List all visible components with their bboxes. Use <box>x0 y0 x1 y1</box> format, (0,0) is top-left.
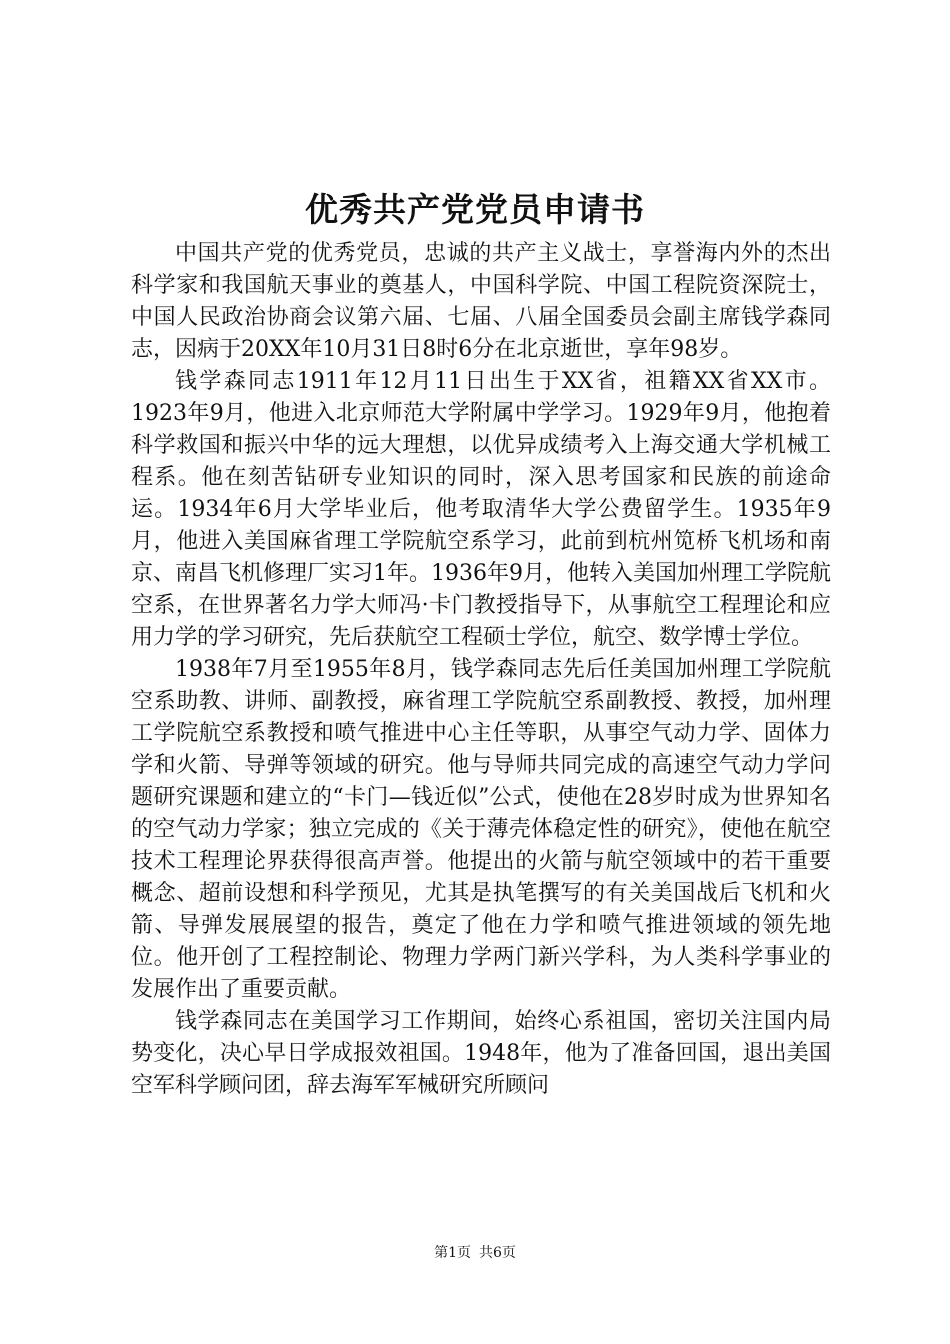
paragraph-4: 钱学森同志在美国学习工作期间，始终心系祖国，密切关注国内局势变化，决心早日学成报效祖国。1948年，他为了准备回国，退出美国空军科学顾问团，辞去海军军械研究所顾问 <box>131 1009 831 1098</box>
document-title: 优秀共产党党员申请书 <box>305 190 645 229</box>
document-body <box>131 238 831 1102</box>
page-number: 第1页 <box>434 1245 471 1261</box>
page-total: 共6页 <box>479 1245 516 1261</box>
paragraph-1: 中国共产党的优秀党员，忠诚的共产主义战士，享誉海内外的杰出科学家和我国航天事业的奠基人，中国科学院、中国工程院资深院士，中国人民政治协商会议第六届、七届、八届全国委员会副主席钱学森同志，因病于20XX年10月31日8时6分在北京逝世，享年98岁。 <box>131 241 831 362</box>
page-footer <box>0 1243 950 1263</box>
paragraph-3: 1938年7月至1955年8月，钱学森同志先后任美国加州理工学院航空系助教、讲师、副教授，麻省理工学院航空系副教授、教授，加州理工学院航空系教授和喷气推进中心主任等职，从事空气动力学、固体力学和火箭、导弹等领域的研究。他与导师共同完成的高速空气动力学问题研究课题和建立的“卡门—钱近似”公式，使他在28岁时成为世界知名的空气动力学家；独立完成的《关于薄壳体稳定性的研究》，使他在航空技术工程理论界获得很高声誉。他提出的火箭与航空领域中的若干重要概念、超前设想和科学预见，尤其是执笔撰写的有关美国战后飞机和火箭、导弹发展展望的报告，奠定了他在力学和喷气推进领域的领先地位。他开创了工程控制论、物理力学两门新兴学科，为人类科学事业的发展作出了重要贡献。 <box>131 657 831 1002</box>
paragraph-2: 钱学森同志1911年12月11日出生于XX省，祖籍XX省XX市。1923年9月，他进入北京师范大学附属中学学习。1929年9月，他抱着科学救国和振兴中华的远大理想，以优异成绩考入上海交通大学机械工程系。他在刻苦钻研专业知识的同时，深入思考国家和民族的前途命运。1934年6月大学毕业后，他考取清华大学公费留学生。1935年9月，他进入美国麻省理工学院航空系学习，此前到杭州笕桥飞机场和南京、南昌飞机修理厂实习1年。1936年9月，他转入美国加州理工学院航空系，在世界著名力学大师冯·卡门教授指导下，从事航空工程理论和应用力学的学习研究，先后获航空工程硕士学位，航空、数学博士学位。 <box>131 369 831 650</box>
